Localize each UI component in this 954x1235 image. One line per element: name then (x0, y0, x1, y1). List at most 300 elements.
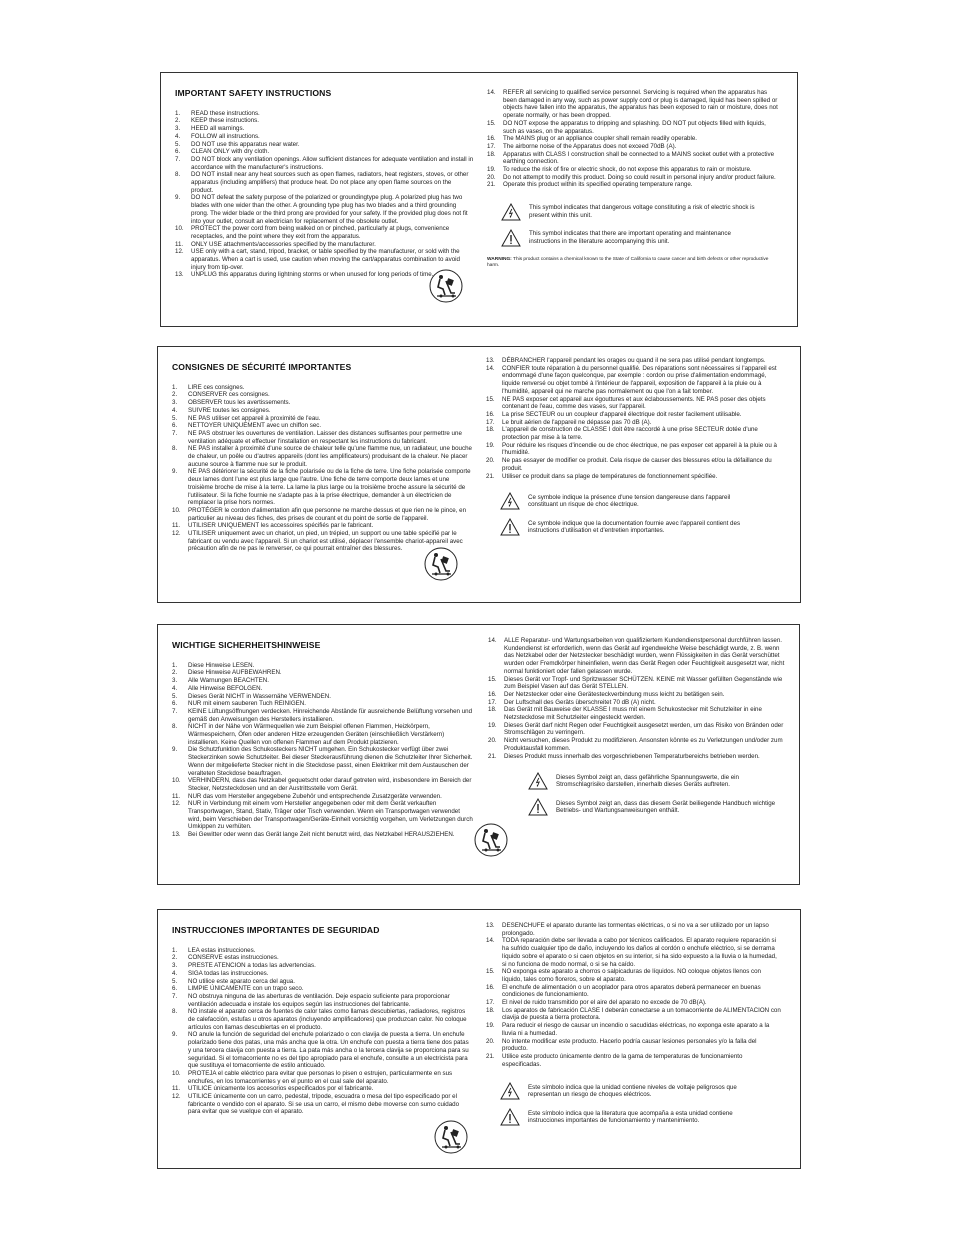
instruction-text: To reduce the risk of fire or electric shock, do not expose this apparatus to rain or moisture. (503, 166, 752, 174)
instruction-text: Dieses Gerät darf nicht Regen oder Feuchtigkeit ausgesetzt werden, um das Risiko von Bränden oder Stromschlägen zu verringern. (504, 721, 784, 737)
instruction-item (175, 110, 475, 118)
instruction-text: NICHT in der Nähe von Wärmequellen wie zum Beispiel offenen Flammen, Heizkörpern, Wärmespeichern, Öfen oder anderen Hitze erzeugenden Geräten (einschließlich Verstärkern) installieren. Keine Quellen von offenen Flammen auf dem Produkt platzieren. (188, 723, 445, 746)
instruction-text: HEED all warnings. (191, 125, 245, 133)
instruction-text: DÉBRANCHER l'appareil pendant les orages ou quand il ne sera pas utilisé pendant longtemps. (502, 357, 766, 364)
column-right (487, 89, 779, 269)
instruction-number: 9. (175, 194, 181, 202)
instruction-text: NETTOYER UNIQUEMENT avec un chiffon sec. (188, 422, 322, 430)
instruction-text: VERHINDERN, dass das Netzkabel gequetscht oder darauf getreten wird, insbesondere im Bereich der Stecker, Netzsteckdosen und an der Austrittsstelle vom Gerät. (188, 777, 472, 792)
instruction-item (486, 999, 782, 1007)
instruction-number: 12. (172, 530, 181, 538)
instruction-number: 2. (172, 954, 178, 962)
instruction-list (486, 922, 782, 1068)
instruction-text: Do not attempt to modify this product. Doing so could result in personal injury and/or product failure. (503, 173, 776, 181)
instruction-item (488, 637, 786, 676)
instruction-number: 15. (488, 675, 497, 683)
instruction-number: 10. (175, 225, 184, 233)
instruction-text: Diese Hinweise LESEN. (188, 661, 255, 669)
instruction-item (487, 151, 779, 166)
instruction-number: 11. (172, 522, 181, 530)
instruction-text: UTILICE únicamente con un carro, pedestal, trípode, escuadra o mesa del tipo especificado por el fabricante o vendido con el aparato. Si se usa un carro, el mismo debe moverse con sumo cuidado para evitar que se vuelque con el aparato. (188, 1093, 460, 1116)
instruction-number: 19. (486, 441, 495, 449)
instruction-item (172, 723, 474, 746)
symbol-explanation-shock (486, 1082, 782, 1100)
instruction-item (488, 737, 786, 752)
instruction-item (172, 1085, 472, 1093)
instruction-number: 3. (172, 399, 178, 407)
lightning-triangle-icon (501, 203, 521, 221)
california-warning (487, 257, 779, 269)
instruction-text: NUR das vom Hersteller angegebene Zubehör und entsprechende Zusatzgeräte verwenden. (188, 792, 442, 800)
symbol-explanation-shock (486, 492, 782, 510)
instruction-number: 6. (172, 700, 178, 708)
instruction-number: 19. (488, 721, 497, 729)
cart-tipover-icon (434, 1120, 468, 1154)
instruction-text: NO exponga este aparato a chorros o salpicaduras de líquidos. NO coloque objetos llenos con líquido, tales como floreros, sobre el aparato. (502, 968, 762, 983)
symbol-info-text: Este símbolo indica que la literatura que acompaña a esta unidad contiene instrucciones importantes de funcionamiento y mantenimiento. (528, 1109, 733, 1125)
instruction-number: 4. (172, 684, 178, 692)
instruction-number: 17. (487, 142, 496, 150)
instruction-text: NE PAS détériorer la sécurité de la fiche polarisée ou de la fiche de terre. Une fiche polarisée comporte deux lames dont l'une est plus large que l'autre. Une fiche de terre comporte deux lames et une troisième broche de mise à la terre. La lame la plus large ou la troisième broche assure la sécurité de l'utilisateur. Si la fiche fournie ne s'adapte pas à la prise électrique, demander à un électricien de remplacer la prise hors normes. (188, 468, 471, 507)
instruction-item (172, 399, 472, 407)
instruction-text: The airborne noise of the Apparatus does not exceed 70dB (A). (503, 142, 677, 150)
instruction-text: L'appareil de construction de CLASSE I doit être raccordé à une prise SECTEUR dotée d'une protection par mise à la terre. (502, 426, 758, 442)
symbol-info-text: This symbol indicates that there are important operating and maintenance instructions in the literature accompanying this unit. (529, 230, 731, 246)
instruction-text: PROTEJA el cable eléctrico para evitar que personas lo pisen o estrujen, particularmente en sus enchufes, en los tomacorrientes y en el punto en el cual sale del aparato. (188, 1069, 453, 1085)
instruction-text: KEINE Lüftungsöffnungen verdecken. Hinreichende Abstände für ausreichende Belüftung vorsehen und gemäß den Anweisungen des Herstellers installieren. (188, 707, 473, 723)
instruction-text: UTILICE únicamente los accesorios especificados por el fabricante. (188, 1085, 374, 1093)
instruction-text: CONSERVER ces consignes. (188, 391, 270, 399)
section-title: WICHTIGE SICHERHEITSHINWEISE (172, 640, 321, 650)
column-left (175, 87, 475, 279)
instruction-item (172, 800, 474, 831)
instruction-number: 21. (486, 1052, 495, 1060)
instruction-number: 18. (486, 1006, 495, 1014)
instruction-number: 21. (487, 181, 496, 189)
symbol-info-text: Ce symbole indique que la documentation fournie avec l'appareil contient des instructions d'utilisation et d'entretien importantes. (528, 519, 741, 535)
symbol-explanation-shock (487, 203, 779, 221)
warning-text: This product contains a chemical known to the State of California to cause cancer and birth defects or other reproductive harm. (487, 257, 769, 269)
instruction-item (486, 473, 782, 481)
instruction-text: Para reducir el riesgo de causar un incendio o sacudidas eléctricas, no exponga este aparato a la lluvia ni a humedad. (502, 1022, 770, 1037)
instruction-number: 15. (487, 119, 496, 127)
instruction-number: 9. (172, 746, 178, 754)
instruction-number: 12. (175, 248, 184, 256)
instruction-text: NE PAS obstruer les ouvertures de ventilation. Laisser des distances suffisantes pour permettre une ventilation adéquate et effectuer l'installation en respectant les instructions du fabricant. (188, 429, 462, 445)
instruction-item (172, 507, 472, 522)
instruction-item (172, 978, 472, 986)
instruction-item (172, 407, 472, 415)
instruction-text: TODA reparación debe ser llevada a cabo por técnicos calificados. El aparato requiere reparación si ha sufrido cualquier tipo de daño, incluyendo los daños al cordón o enchufe eléctrico, si se derrama líquido sobre el aparato o si caen objetos en su interior, si ha sido expuesto a la lluvia o la humedad, si no funciona de modo normal, o si se ha caído. (502, 937, 777, 968)
symbol-explanation-info (486, 1108, 782, 1126)
instruction-number: 8. (172, 723, 178, 731)
instruction-text: Der Luftschall des Geräts überschreitet 70 dB (A) nicht. (504, 698, 656, 706)
instruction-text: OBSERVER tous les avertissements. (188, 399, 291, 407)
instruction-item (175, 141, 475, 149)
instruction-number: 16. (487, 135, 496, 143)
instruction-item (172, 793, 474, 801)
instruction-text: PROTECT the power cord from being walked on or pinched, particularly at plugs, convenience receptacles, and the point where they exit from the apparatus. (191, 225, 450, 240)
instruction-item (487, 181, 779, 189)
instruction-number: 20. (488, 737, 497, 745)
instruction-text: El nivel de ruido transmitido por el aire del aparato no excede de 70 dB(A). (502, 999, 707, 1007)
instruction-text: Ne pas essayer de modifier ce produit. Cela risque de causer des blessures et/ou la défaillance du produit. (502, 457, 772, 472)
instruction-number: 9. (172, 468, 178, 476)
instruction-item (486, 1038, 782, 1053)
instruction-number: 16. (486, 410, 495, 418)
instruction-number: 8. (175, 171, 181, 179)
instruction-text: LIRE ces consignes. (188, 383, 245, 391)
instruction-text: Utilice este producto únicamente dentro de la gama de temperaturas de funcionamiento especificadas. (502, 1052, 743, 1068)
instruction-number: 3. (172, 677, 178, 685)
instruction-list (172, 662, 474, 839)
instruction-item (172, 777, 474, 792)
instruction-item (172, 1070, 472, 1085)
instruction-list (487, 89, 779, 189)
instruction-number: 5. (172, 692, 178, 700)
instruction-item (172, 415, 472, 423)
exclamation-triangle-icon (500, 518, 520, 536)
instruction-item (172, 430, 472, 445)
instruction-item (172, 522, 472, 530)
instruction-text: CLEAN ONLY with dry cloth. (191, 148, 270, 156)
instruction-text: USE only with a cart, stand, tripod, bracket, or table specified by the manufacturer, or sold with the apparatus. When a cart is used, use caution when moving the cart/apparatus combination to avoid injury from tip-over. (191, 248, 460, 271)
instruction-text: FOLLOW all instructions. (191, 132, 260, 140)
instruction-item (172, 985, 472, 993)
instruction-item (175, 117, 475, 125)
instruction-item (486, 426, 782, 441)
instruction-list (172, 384, 472, 553)
section-title: CONSIGNES DE SÉCURITÉ IMPORTANTES (172, 362, 352, 372)
exclamation-triangle-icon (528, 798, 548, 816)
instruction-text: Dieses Gerät NICHT in Wassernähe VERWENDEN. (188, 692, 331, 700)
instruction-text: DO NOT defeat the safety purpose of the polarized or groundingtype plug. A polarized plug has two blades with one wider than the other. A grounding type plug has two blades and a third grounding prong. The wider blade or the third prong are provided for your safety. If the provided plug does not fit into your outlet, consult an electrician for replacement of the obsolete outlet. (191, 194, 468, 225)
instruction-item (486, 922, 782, 937)
instruction-text: KEEP these instructions. (191, 117, 259, 125)
instruction-item (172, 468, 472, 507)
instruction-text: NUR in Verbindung mit einem vom Hersteller angegebenen oder mit dem Gerät verkauften Transportwagen, Stand, Stativ, Träger oder Tisch verwenden. Wenn ein Transportwagen verwendet wird, beim Verschieben der Transportwagen/Geräte-Einheit vorsichtig vorgehen, um Verletzungen durch Umkippen zu verhüten. (188, 800, 473, 831)
instruction-item (486, 365, 782, 396)
instruction-number: 6. (172, 985, 178, 993)
instruction-item (172, 669, 474, 677)
instruction-number: 21. (486, 472, 495, 480)
lightning-triangle-icon (528, 772, 548, 790)
instruction-number: 4. (172, 969, 178, 977)
instruction-item (175, 148, 475, 156)
instruction-number: 17. (486, 418, 495, 426)
instruction-item (172, 700, 474, 708)
instruction-text: CONSERVE estas instrucciones. (188, 954, 279, 962)
instruction-number: 18. (487, 150, 496, 158)
instruction-number: 21. (488, 752, 497, 760)
instruction-text: LIMPIE ÚNICAMENTE con un trapo seco. (188, 985, 304, 993)
instruction-item (486, 411, 782, 419)
instruction-item (172, 1093, 472, 1116)
instruction-item (487, 135, 779, 143)
instruction-number: 8. (172, 1008, 178, 1016)
instruction-item (172, 445, 472, 468)
instruction-text: Le bruit aérien de l'appareil ne dépasse pas 70 dB (A). (502, 418, 652, 426)
instruction-text: Dieses Produkt muss innerhalb des vorgeschriebenen Temperaturbereichs betrieben werden. (504, 752, 760, 760)
exclamation-triangle-icon (501, 229, 521, 247)
symbol-explanation-shock (488, 772, 786, 790)
instruction-number: 6. (175, 148, 181, 156)
instruction-item (175, 225, 475, 240)
instruction-text: Der Netzstecker oder eine Gerätesteckverbindung muss leicht zu betätigen sein. (504, 690, 725, 698)
instruction-text: SIGA todas las instrucciones. (188, 969, 269, 977)
instruction-number: 3. (175, 125, 181, 133)
symbol-explanation-info (487, 229, 779, 247)
instruction-item (172, 708, 474, 723)
instruction-number: 11. (172, 1085, 181, 1093)
column-right (486, 922, 782, 1126)
instruction-item (175, 171, 475, 194)
cart-tipover-icon (424, 547, 458, 581)
instruction-text: La prise SECTEUR ou un coupleur d'appareil électrique doit rester facilement utilisable. (502, 410, 742, 418)
instruction-number: 3. (172, 962, 178, 970)
instruction-text: REFER all servicing to qualified service personnel. Servicing is required when the apparatus has been damaged in any way, such as power supply cord or plug is damaged, liquid has been spilled or objects have fallen into the apparatus, the apparatus has been exposed to rain or moisture, does not operate normally, or has been dropped. (503, 89, 778, 120)
instruction-text: Das Gerät mit Bauweise der KLASSE I muss mit einem Schukostecker mit Schutzleiter in eine Netzsteckdose mit Schutzleiter eingesteckt werden. (504, 706, 762, 722)
instruction-text: NO instale el aparato cerca de fuentes de calor tales como llamas descubiertas, radiadores, registros de calefacción, estufas u otros aparatos (incluyendo amplificadores) que produzcan calor. No coloque artículos con llamas descubiertas en el producto. (188, 1008, 467, 1031)
instruction-number: 14. (486, 364, 495, 372)
instruction-number: 19. (486, 1022, 495, 1030)
instruction-item (172, 422, 472, 430)
instruction-item (172, 1008, 472, 1031)
instruction-item (486, 396, 782, 411)
safety-section-french (157, 346, 801, 603)
instruction-number: 13. (486, 357, 495, 364)
instruction-text: Los aparatos de fabricación CLASE I deberán conectarse a un tomacorriente de ALIMENTACION con clavija de puesta a tierra protectora. (502, 1006, 781, 1022)
lightning-triangle-icon (500, 492, 520, 510)
instruction-item (488, 706, 786, 721)
instruction-text: NO obstruya ninguna de las aberturas de ventilación. Deje espacio suficiente para proporcionar ventilación adecuada e instale los equipos según las instrucciones del fabricante. (188, 992, 450, 1008)
instruction-number: 16. (488, 690, 497, 698)
instruction-item (486, 457, 782, 472)
instruction-item (172, 662, 474, 670)
instruction-number: 18. (486, 426, 495, 434)
symbol-shock-text: Dieses Symbol zeigt an, dass gefährliche Spannungswerte, die ein Stromschlagrisiko darstellen, innerhalb dieses Geräts auftreten. (556, 773, 739, 789)
instruction-item (175, 133, 475, 141)
instruction-text: ONLY USE attachments/accessories specified by the manufacturer. (191, 240, 376, 248)
instruction-text: UNPLUG this apparatus during lightning storms or when unused for long periods of time. (191, 271, 434, 279)
instruction-item (172, 746, 474, 777)
instruction-number: 10. (172, 777, 181, 785)
instruction-number: 1. (175, 109, 181, 117)
instruction-item (487, 143, 779, 151)
instruction-item (487, 89, 779, 120)
instruction-number: 2. (172, 391, 178, 399)
instruction-text: READ these instructions. (191, 109, 260, 117)
instruction-text: PROTÉGER le cordon d'alimentation afin que personne ne marche dessus et que rien ne le pince, en particulier au niveau des fiches, des prises de courant et du point de sortie de l'appareil. (188, 506, 467, 522)
instruction-item (172, 693, 474, 701)
instruction-number: 16. (486, 983, 495, 991)
instruction-item (172, 685, 474, 693)
instruction-text: LEA estas instrucciones. (188, 946, 256, 954)
column-left (172, 361, 472, 553)
instruction-number: 2. (172, 669, 178, 677)
instruction-number: 6. (172, 422, 178, 430)
section-title: IMPORTANT SAFETY INSTRUCTIONS (175, 88, 332, 98)
symbol-shock-text: Este símbolo indica que la unidad contiene niveles de voltaje peligrosos que representan un riesgo de choques eléctricos. (528, 1083, 737, 1099)
instruction-number: 5. (175, 140, 181, 148)
symbol-shock-text: Ce symbole indique la présence d'une tension dangereuse dans l'appareil constituant un risque de choc électrique. (528, 493, 731, 509)
instruction-number: 15. (486, 968, 495, 976)
instruction-text: Die Schutzfunktion des Schukosteckers NICHT umgehen. Ein Schukostecker verfügt über zwei Steckerzinken sowie Schutzleiter. Bei dieser Steckerausführung dienen die Schutzleiter Ihrer Sicherheit. Wenn der mitgelieferte Stecker nicht in die Steckdose passt, einen Elektriker mit dem Austauschen der veralteten Steckdose beauftragen. (188, 746, 473, 777)
instruction-number: 14. (486, 937, 495, 945)
instruction-item (487, 166, 779, 174)
instruction-item (488, 691, 786, 699)
cart-tipover-icon (429, 269, 463, 303)
instruction-number: 19. (487, 166, 496, 174)
instruction-text: NE PAS exposer cet appareil aux égouttures et aux éclaboussements. NE PAS poser des objets contenant de l'eau, comme des vases, sur l'appareil. (502, 395, 766, 411)
instruction-text: Bei Gewitter oder wenn das Gerät lange Zeit nicht benutzt wird, das Netzkabel HERAUSZIEHEN. (188, 831, 455, 839)
instruction-text: UTILISER UNIQUEMENT les accessoires spécifiés par le fabricant. (188, 522, 374, 530)
instruction-number: 4. (172, 406, 178, 414)
instruction-number: 12. (172, 1093, 181, 1101)
instruction-text: SUIVRE toutes les consignes. (188, 406, 271, 414)
instruction-number: 13. (172, 831, 181, 839)
instruction-number: 13. (175, 271, 184, 279)
instruction-text: Utiliser ce produit dans sa plage de températures de fonctionnement spécifiée. (502, 472, 718, 480)
instruction-item (486, 357, 782, 365)
instruction-number: 1. (172, 383, 178, 391)
instruction-item (486, 937, 782, 968)
instruction-item (172, 993, 472, 1008)
instruction-text: NO utilice este aparato cerca del agua. (188, 977, 295, 985)
instruction-number: 5. (172, 977, 178, 985)
symbol-explanation-info (486, 518, 782, 536)
instruction-item (486, 968, 782, 983)
safety-section-german (157, 624, 800, 885)
instruction-item (175, 241, 475, 249)
instruction-text: DO NOT install near any heat sources such as open flames, radiators, heat registers, stoves, or other apparatus (including amplifiers) that produce heat. Do not place any open flame sources on the product. (191, 171, 469, 194)
instruction-item (486, 1007, 782, 1022)
symbol-shock-text: This symbol indicates that dangerous voltage constituting a risk of electric shock is present within this unit. (529, 204, 755, 220)
instruction-number: 7. (172, 707, 178, 715)
instruction-text: Diese Hinweise AUFBEWAHREN. (188, 669, 282, 677)
safety-section-english (160, 72, 798, 327)
instruction-number: 13. (486, 922, 495, 929)
instruction-number: 17. (488, 698, 497, 706)
instruction-item (175, 194, 475, 225)
symbol-explanation-info (488, 798, 786, 816)
instruction-number: 20. (486, 1037, 495, 1045)
instruction-item (488, 676, 786, 691)
instruction-text: DO NOT use this apparatus near water. (191, 140, 300, 148)
instruction-text: Alle Warnungen BEACHTEN. (188, 677, 269, 685)
instruction-item (488, 753, 786, 761)
instruction-item (172, 1031, 472, 1070)
instruction-text: Nicht versuchen, dieses Produkt zu modifizieren. Ansonsten könnte es zu Verletzungen und/oder zum Produktausfall kommen. (504, 737, 783, 752)
instruction-item (172, 384, 472, 392)
column-left (172, 639, 474, 839)
instruction-text: DO NOT block any ventilation openings. Allow sufficient distances for adequate ventilation and install in accordance with the manufacturer's instructions. (191, 155, 474, 171)
instruction-text: DO NOT expose the apparatus to dripping and splashing. DO NOT put objects filled with liquids, such as vases, on the apparatus. (503, 119, 766, 135)
instruction-item (488, 722, 786, 737)
instruction-item (486, 1053, 782, 1068)
instruction-number: 7. (172, 429, 178, 437)
instruction-text: NUR mit einem sauberen Tuch REINIGEN. (188, 700, 306, 708)
instruction-text: No intente modificar este producto. Hacerlo podría causar lesiones personales y/o la falla del producto. (502, 1037, 757, 1053)
column-right (486, 357, 782, 536)
column-right (488, 637, 786, 816)
instruction-item (172, 831, 474, 839)
instruction-item (175, 156, 475, 171)
instruction-text: Alle Hinweise BEFOLGEN. (188, 684, 263, 692)
instruction-number: 11. (175, 240, 184, 248)
instruction-text: Pour réduire les risques d'incendie ou de choc électrique, ne pas exposer cet appareil à la pluie ou à l'humidité. (502, 441, 777, 457)
cart-tipover-icon (474, 823, 508, 857)
instruction-item (486, 419, 782, 427)
instruction-number: 1. (172, 946, 178, 954)
instruction-list (488, 637, 786, 760)
instruction-item (487, 120, 779, 135)
instruction-text: DESENCHUFE el aparato durante las tormentas eléctricas, o si no va a ser utilizado por un lapso prolongado. (502, 922, 769, 937)
instruction-number: 18. (488, 706, 497, 714)
instruction-item (487, 174, 779, 182)
instruction-number: 7. (172, 992, 178, 1000)
warning-label: WARNING: (487, 257, 512, 263)
instruction-text: PRESTE ATENCION a todas las advertencias. (188, 962, 316, 970)
instruction-text: Apparatus with CLASS I construction shall be connected to a MAINS socket outlet with a protective earthing connection. (503, 150, 775, 166)
instruction-item (175, 125, 475, 133)
instruction-number: 12. (172, 800, 181, 808)
instruction-item (488, 699, 786, 707)
exclamation-triangle-icon (500, 1108, 520, 1126)
instruction-number: 7. (175, 155, 181, 163)
instruction-text: NO anule la función de seguridad del enchufe polarizado o con clavija de puesta a tierra. Un enchufe polarizado tiene dos patas, una más ancha que la otra. Un enchufe con puesta a tierra tiene dos patas y una tercera clavija con puesta a tierra. La pata más ancha o la tercera clavija se proporciona para su seguridad. Si el tomacorriente no es del tipo apropiado para el enchufe, consulte a un electricista para que sustituya el tomacorriente de estilo anticuado. (188, 1031, 469, 1070)
instruction-item (486, 1022, 782, 1037)
instruction-text: The MAINS plug or an appliance coupler shall remain readily operable. (503, 135, 697, 143)
instruction-number: 14. (488, 637, 497, 644)
instruction-number: 1. (172, 661, 178, 669)
instruction-number: 17. (486, 999, 495, 1007)
instruction-text: NE PAS installer à proximité d'une source de chaleur telle qu'une flamme nue, un radiateur, une bouche de chaleur, un poêle ou d'autres appareils (dont les amplificateurs) produisant de la chaleur. Ne placer aucune source à flamme nue sur le produit. (188, 445, 472, 468)
instruction-number: 15. (486, 395, 495, 403)
section-title: INSTRUCCIONES IMPORTANTES DE SEGURIDAD (172, 925, 380, 935)
instruction-text: NE PAS utiliser cet appareil à proximité de l'eau. (188, 414, 321, 422)
lightning-triangle-icon (500, 1082, 520, 1100)
instruction-text: ALLE Reparatur- und Wartungsarbeiten von qualifiziertem Kundendienstpersonal durchführen lassen. Kundendienst ist erforderlich, wenn das Gerät auf irgendwelche Weise beschädigt wurde, z. B. wenn das Netzkabel oder der Netzstecker beschädigt wurden, wenn Flüssigkeiten in das Gerät verschüttet wurden oder Fremdkörper hineinfielen, wenn das Gerät Regen oder Feuchtigkeit ausgesetzt war, nicht normal funktioniert oder fallen gelassen wurde. (504, 637, 785, 675)
instruction-number: 20. (487, 173, 496, 181)
instruction-text: Dieses Gerät vor Tropf- und Spritzwasser SCHÜTZEN. KEINE mit Wasser gefüllten Gegenstände wie zum Beispiel Vasen auf das Gerät STELLEN. (504, 675, 783, 691)
instruction-number: 10. (172, 506, 181, 514)
instruction-number: 11. (172, 792, 181, 800)
instruction-item (172, 947, 472, 955)
instruction-number: 14. (487, 89, 496, 96)
instruction-item (172, 677, 474, 685)
instruction-text: Operate this product within its specified operating temperature range. (503, 181, 693, 189)
symbol-info-text: Dieses Symbol zeigt an, dass das diesem Gerät beiliegende Handbuch wichtige Betriebs- und Wartungsanweisungen enthält. (556, 799, 776, 815)
instruction-text: UTILISER uniquement avec un chariot, un pied, un trépied, un support ou une table spécifié par le fabricant ou vendu avec l'appareil. Si un chariot est utilisé, déplacer l'ensemble chariot-appareil avec précaution afin de ne pas le renverser, ce qui pourrait entraîner des blessures. (188, 530, 463, 553)
column-left (172, 924, 472, 1116)
instruction-item (172, 391, 472, 399)
safety-section-spanish (157, 909, 801, 1169)
instruction-number: 4. (175, 132, 181, 140)
instruction-list (486, 357, 782, 480)
instruction-item (486, 442, 782, 457)
instruction-item (175, 248, 475, 271)
instruction-text: CONFIER toute réparation à du personnel qualifié. Des réparations sont nécessaires si l'appareil est endommagé d'une façon quelconque, par exemple : cordon ou prise d'alimentation endommagé, liquide renversé ou objet tombé à l'intérieur de l'appareil, exposition de l'appareil à la pluie ou à l'humidité, appareil qui ne marche pas normalement ou que l'on a fait tomber. (502, 364, 777, 395)
instruction-item (486, 984, 782, 999)
instruction-item (172, 954, 472, 962)
instruction-number: 20. (486, 457, 495, 465)
instruction-text: El enchufe de alimentación o un acoplador para otros aparatos deberá permanecer en buenas condiciones de funcionamiento. (502, 983, 761, 999)
instruction-number: 5. (172, 414, 178, 422)
instruction-number: 9. (172, 1031, 178, 1039)
instruction-item (172, 962, 472, 970)
instruction-item (172, 970, 472, 978)
